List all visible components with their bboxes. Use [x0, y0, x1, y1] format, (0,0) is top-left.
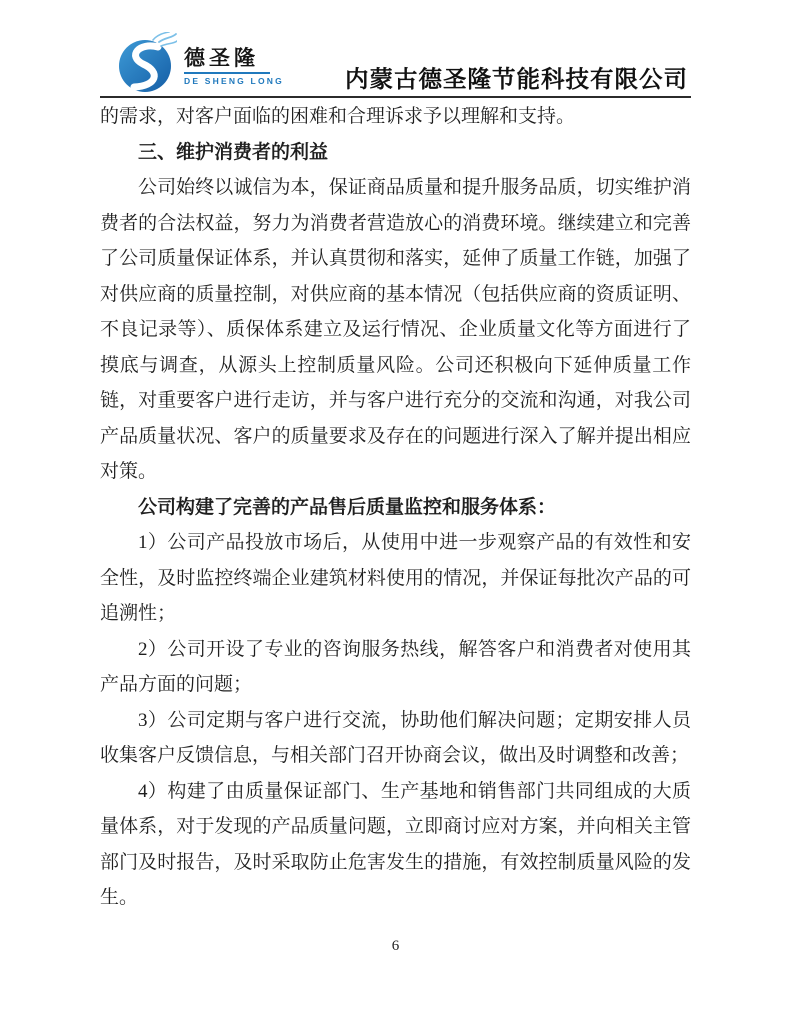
company-logo [117, 32, 284, 94]
logo-text-block [184, 41, 284, 86]
dragon-s-emblem-icon [117, 32, 177, 94]
section-heading: 三、维护消费者的利益 [138, 141, 329, 163]
header-rule [100, 96, 691, 98]
document-body [100, 99, 691, 916]
page-number: 6 [391, 938, 400, 954]
numbered-item-3: 3）公司定期与客户进行交流，协助他们解决问题；定期安排人员收集客户反馈信息，与相关部门召开协商会议，做出及时调整和改善； [100, 709, 691, 766]
logo-chinese-name: 德圣隆 [184, 46, 259, 70]
numbered-item-4: 4）构建了由质量保证部门、生产基地和销售部门共同组成的大质量体系，对于发现的产品质量问题，立即商讨应对方案，并向相关主管部门及时报告，及时采取防止危害发生的措施，有效控制质量风险的发生。 [100, 780, 691, 908]
company-name: 内蒙古德圣隆节能科技有限公司 [345, 67, 688, 93]
paragraph: 公司始终以诚信为本，保证商品质量和提升服务品质，切实维护消费者的合法权益，努力为消费者营造放心的消费环境。继续建立和完善了公司质量保证体系，并认真贯彻和落实，延伸了质量工作链，加强了对供应商的质量控制，对供应商的基本情况（包括供应商的资质证明、不良记录等）、质保体系建立及运行情况、企业质量文化等方面进行了摸底与调查，从源头上控制质量风险。公司还积极向下延伸质量工作链，对重要客户进行走访，并与客户进行充分的交流和沟通，对我公司产品质量状况、客户的质量要求及存在的问题进行深入了解并提出相应对策。 [100, 177, 691, 482]
numbered-item-1: 1）公司产品投放市场后，从使用中进一步观察产品的有效性和安全性，及时监控终端企业建筑材料使用的情况，并保证每批次产品的可追溯性； [100, 532, 691, 624]
logo-divider [184, 72, 270, 74]
paragraph-continuation: 的需求，对客户面临的困难和合理诉求予以理解和支持。 [100, 106, 576, 127]
paragraph-lead: 公司构建了完善的产品售后质量监控和服务体系： [138, 496, 557, 518]
numbered-item-2: 2）公司开设了专业的咨询服务热线，解答客户和消费者对使用其产品方面的问题； [100, 638, 691, 695]
logo-english-name: DE SHENG LONG [184, 75, 284, 86]
